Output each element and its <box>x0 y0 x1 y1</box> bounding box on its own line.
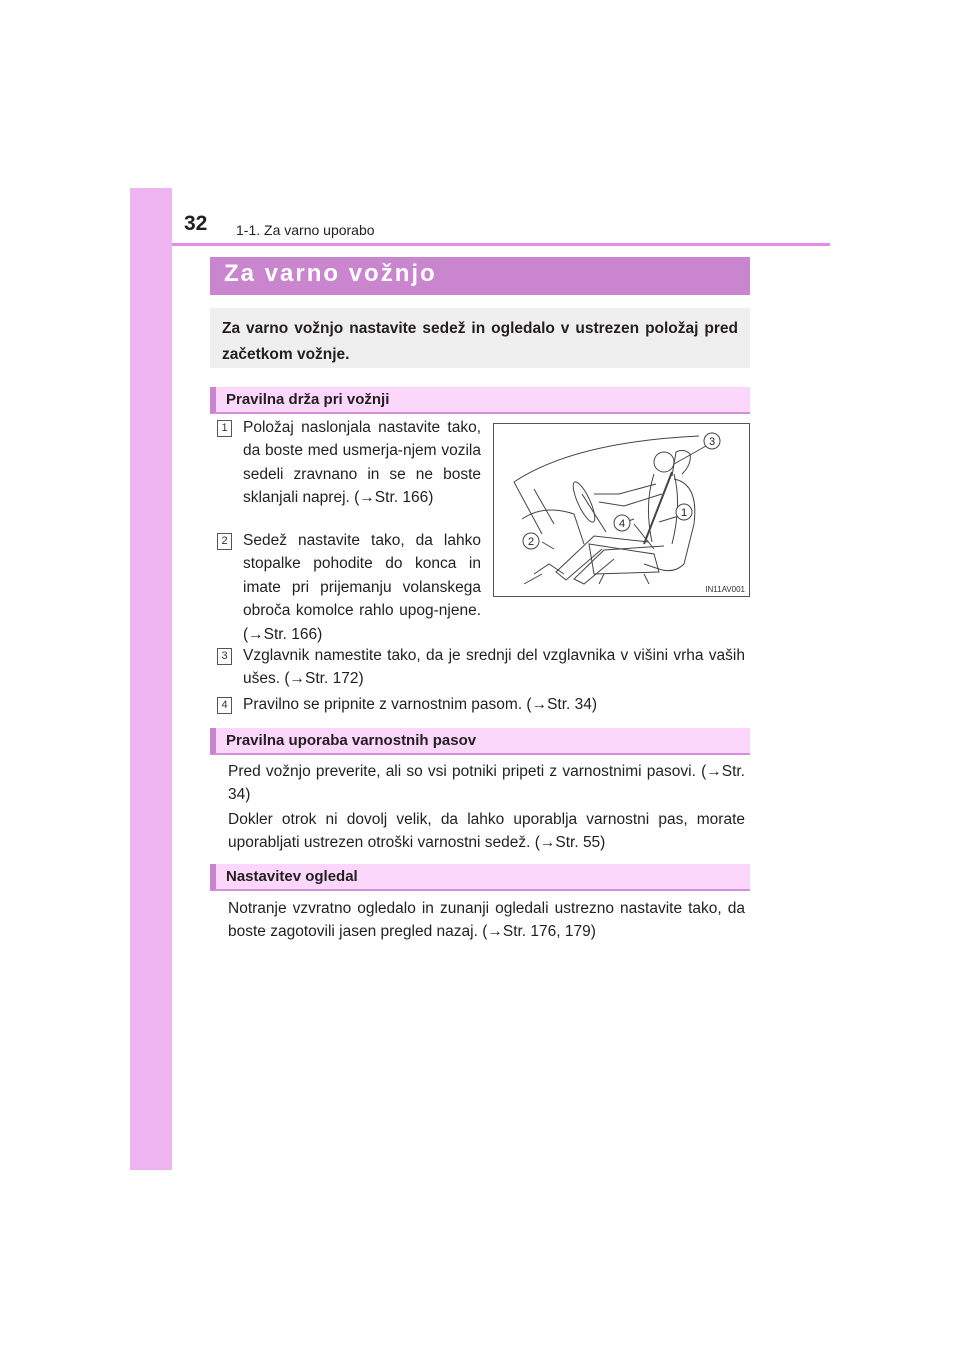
seatbelt-paragraph-2: Dokler otrok ni dovolj velik, da lahko uporablja varnostni pas, morate uporabljati ustrezen otroški varnostni sedež. (→Str. 55) <box>228 811 745 852</box>
section-title-bar <box>210 257 750 295</box>
posture-item-1: Položaj naslonjala nastavite tako, da boste med usmerja-njem vozila sedeli zravnano in se ne boste sklanjali naprej. (→Str. 166) <box>243 419 481 507</box>
driving-posture-illustration <box>493 423 750 597</box>
posture-item-2: Sedež nastavite tako, da lahko stopalke pohodite do konca in imate pri prijemanju volanskega obroča komolce rahlo upog-njene. (→Str. 166) <box>243 532 481 643</box>
chapter-side-tab <box>130 188 172 1170</box>
item-number-2: 2 <box>217 533 232 550</box>
intro-text: Za varno vožnjo nastavite sedež in ogledalo v ustrezen položaj pred začetkom vožnje. <box>222 320 738 363</box>
section-title: Za varno vožnjo <box>224 260 437 287</box>
page-number: 32 <box>184 212 208 235</box>
posture-item-4: Pravilno se pripnite z varnostnim pasom. (→Str. 34) <box>243 696 598 713</box>
seatbelt-paragraph-1: Pred vožnjo preverite, ali so vsi potniki pripeti z varnostnimi pasovi. (→Str. 34) <box>228 763 745 804</box>
callout-1: 1 <box>680 507 688 519</box>
item-number-3: 3 <box>217 648 232 665</box>
posture-item-3: Vzglavnik namestite tako, da je srednji del vzglavnika v višini vrha vaših ušes. (→Str. 172) <box>243 647 745 688</box>
item-number-1: 1 <box>217 420 232 437</box>
callout-3: 3 <box>708 436 716 448</box>
callout-4: 4 <box>618 518 626 530</box>
intro-box <box>210 308 750 368</box>
subheading-label: Pravilna drža pri vožnji <box>226 391 390 408</box>
subheading-label: Pravilna uporaba varnostnih pasov <box>226 732 477 749</box>
subheading-seatbelt-use <box>210 728 750 755</box>
illustration-code: IN11AV001 <box>705 585 745 594</box>
chapter-title: 1-1. Za varno uporabo <box>236 222 375 238</box>
subheading-driving-posture <box>210 387 750 414</box>
seated-driver-drawing <box>494 424 749 596</box>
callout-2: 2 <box>527 536 535 548</box>
subheading-label: Nastavitev ogledal <box>226 868 358 885</box>
subheading-mirror-adjustment <box>210 864 750 891</box>
mirror-paragraph: Notranje vzvratno ogledalo in zunanji ogledali ustrezno nastavite tako, da boste zagotovili jasen pregled nazaj. (→Str. 176, 179) <box>228 900 745 941</box>
header-divider <box>172 243 830 246</box>
item-number-4: 4 <box>217 697 232 714</box>
